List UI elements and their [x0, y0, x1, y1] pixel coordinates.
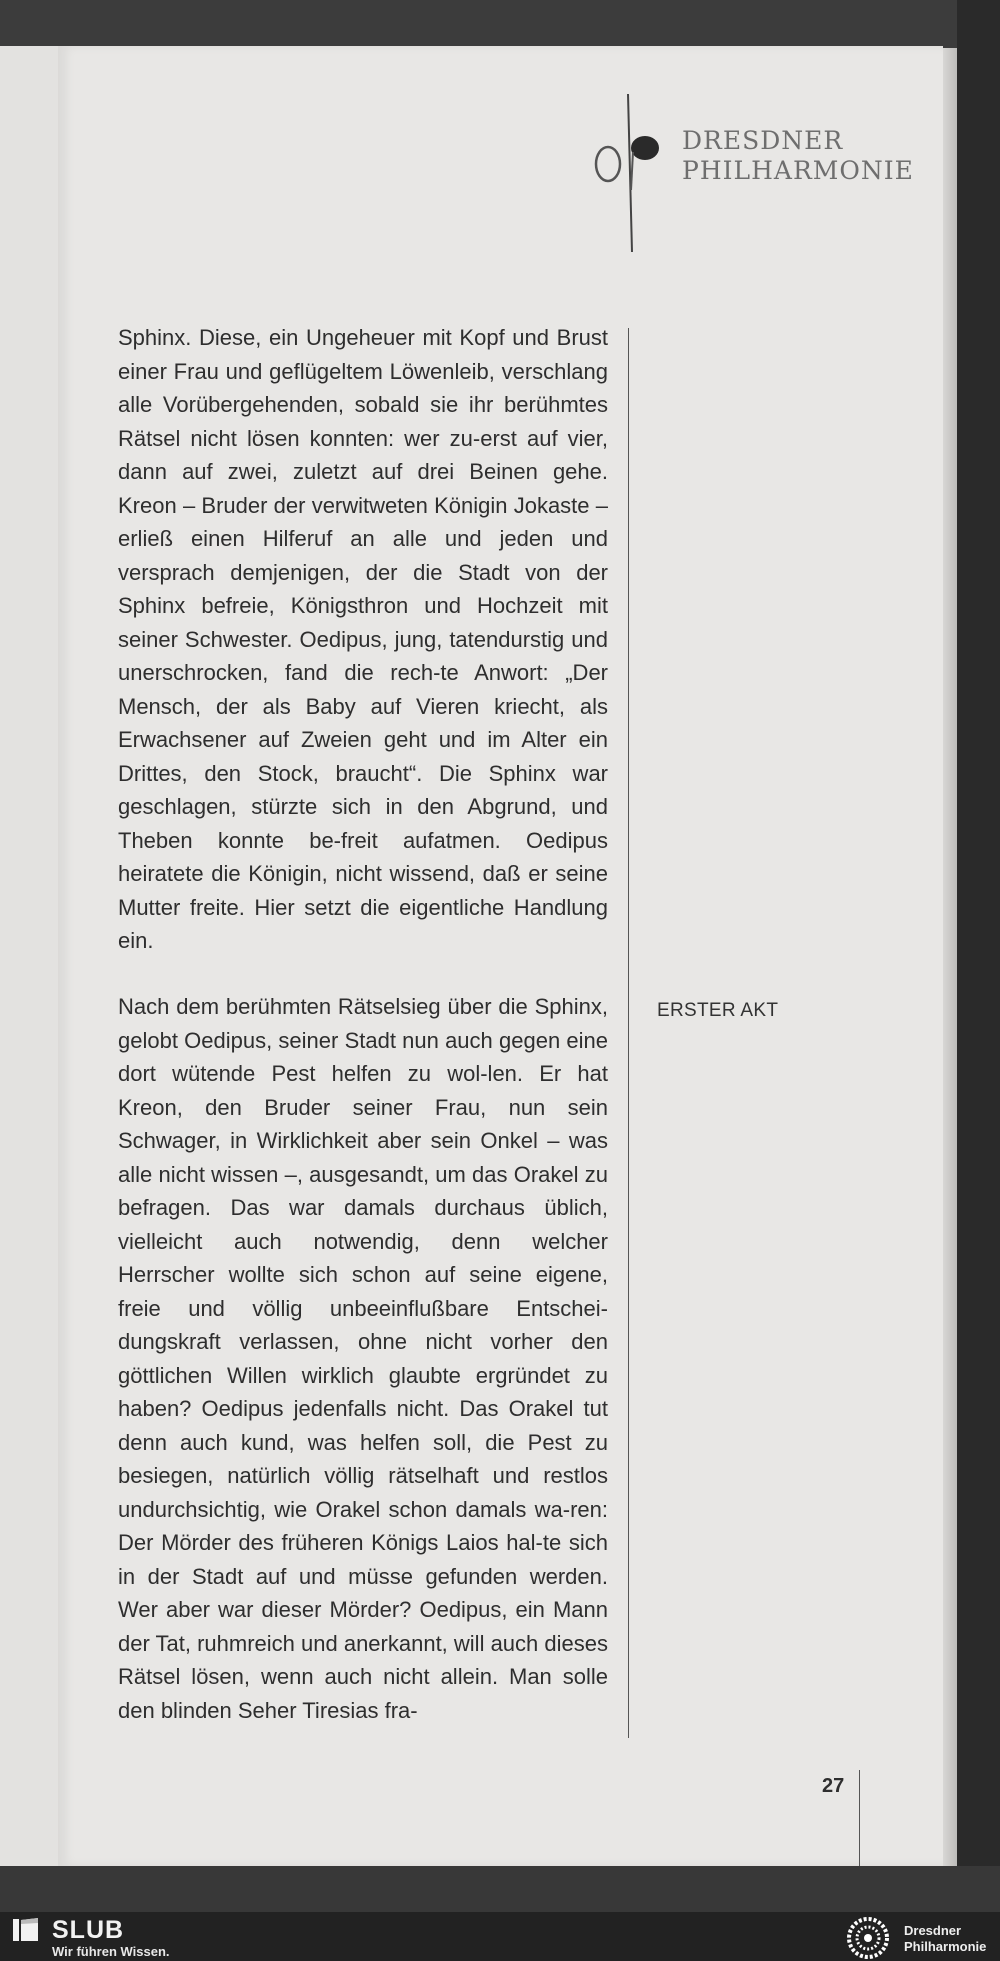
slub-tagline: Wir führen Wissen.: [52, 1944, 170, 1959]
section-heading: ERSTER AKT: [657, 1000, 779, 1021]
scan-top-band: [0, 0, 1000, 48]
logo-text-line1: DRESDNER: [682, 126, 844, 155]
page-number-rule: [859, 1770, 860, 1866]
slub-book-icon: [12, 1917, 40, 1943]
body-paragraph-1: Sphinx. Diese, ein Ungeheuer mit Kopf und Brust einer Frau und geflügeltem Löwenleib, verschlang alle Vorübergehenden, sobald sie ihr berühmtes Rätsel nicht lösen konnten: wer zu-erst auf vier, dann auf zwei, zuletzt auf drei Beinen gehe. Kreon – Bruder der verwitweten Königin Jokaste – erließ einen Hilferuf an alle und jeden und versprach demjenigen, der die Stadt von der Sphinx befreie, Königsthron und Hochzeit mit seiner Schwester. Oedipus, jung, tatendurstig und unerschrocken, fand die rech-te Anwort: „Der Mensch, der als Baby auf Vieren kriecht, als Erwachsener auf Zweien geht und im Alter ein Drittes, den Stock, braucht“. Die Sphinx war geschlagen, stürzte sich in den Abgrund, und Theben konnte be-freit aufatmen. Oedipus heiratete die Königin, nicht wissend, daß er seine Mutter freite. Hier setzt die eigentliche Handlung ein.: [118, 325, 608, 953]
dresdner-philharmonie-logo: [588, 90, 914, 260]
facing-page-edge: [0, 46, 62, 1868]
slub-name: SLUB: [52, 1916, 125, 1944]
logo-text-line2: PHILHARMONIE: [682, 156, 914, 185]
page-edge-shadow: [943, 48, 957, 1866]
philharmonie-emblem-icon: [842, 1916, 894, 1960]
scan-bottom-background: [0, 1866, 1000, 1912]
footer-bar: [0, 1912, 1000, 1961]
dp-logo-icon: [588, 90, 678, 260]
column-divider: [628, 328, 629, 1738]
body-paragraph-2: Nach dem berühmten Rätselsieg über die Sphinx, gelobt Oedipus, seiner Stadt nun auch gegen eine dort wütende Pest helfen zu wol-len. Er hat Kreon, den Bruder seiner Frau, nun sein Schwager, in Wirklichkeit aber sein Onkel – was alle nicht wissen –, ausgesandt, um das Orakel zu befragen. Das war damals durchaus üblich, vielleicht auch notwendig, denn welcher Herrscher wollte sich schon auf seine eigene, freie und völlig unbeeinflußbare Entschei-dungskraft verlassen, ohne nicht vorher den göttlichen Willen wirklich glaubte ergründet zu haben? Oedipus jedenfalls nicht. Das Orakel tut denn auch kund, was helfen soll, die Pest zu besiegen, natürlich völlig rätselhaft und restlos undurchsichtig, wie Orakel schon damals wa-ren: Der Mörder des früheren Königs Laios hal-te sich in der Stadt auf und müsse gefunden werden. Wer aber war dieser Mörder? Oedipus, ein Mann der Tat, ruhmreich und anerkannt, will auch dieses Rätsel lösen, wenn auch nicht allein. Man solle den blinden Seher Tiresias fra-: [118, 994, 608, 1723]
partner-name-line2: Philharmonie: [904, 1939, 987, 1954]
page-number: 27: [822, 1775, 845, 1797]
partner-name-line1: Dresdner: [904, 1923, 962, 1938]
scan-right-background: [957, 0, 1000, 1905]
